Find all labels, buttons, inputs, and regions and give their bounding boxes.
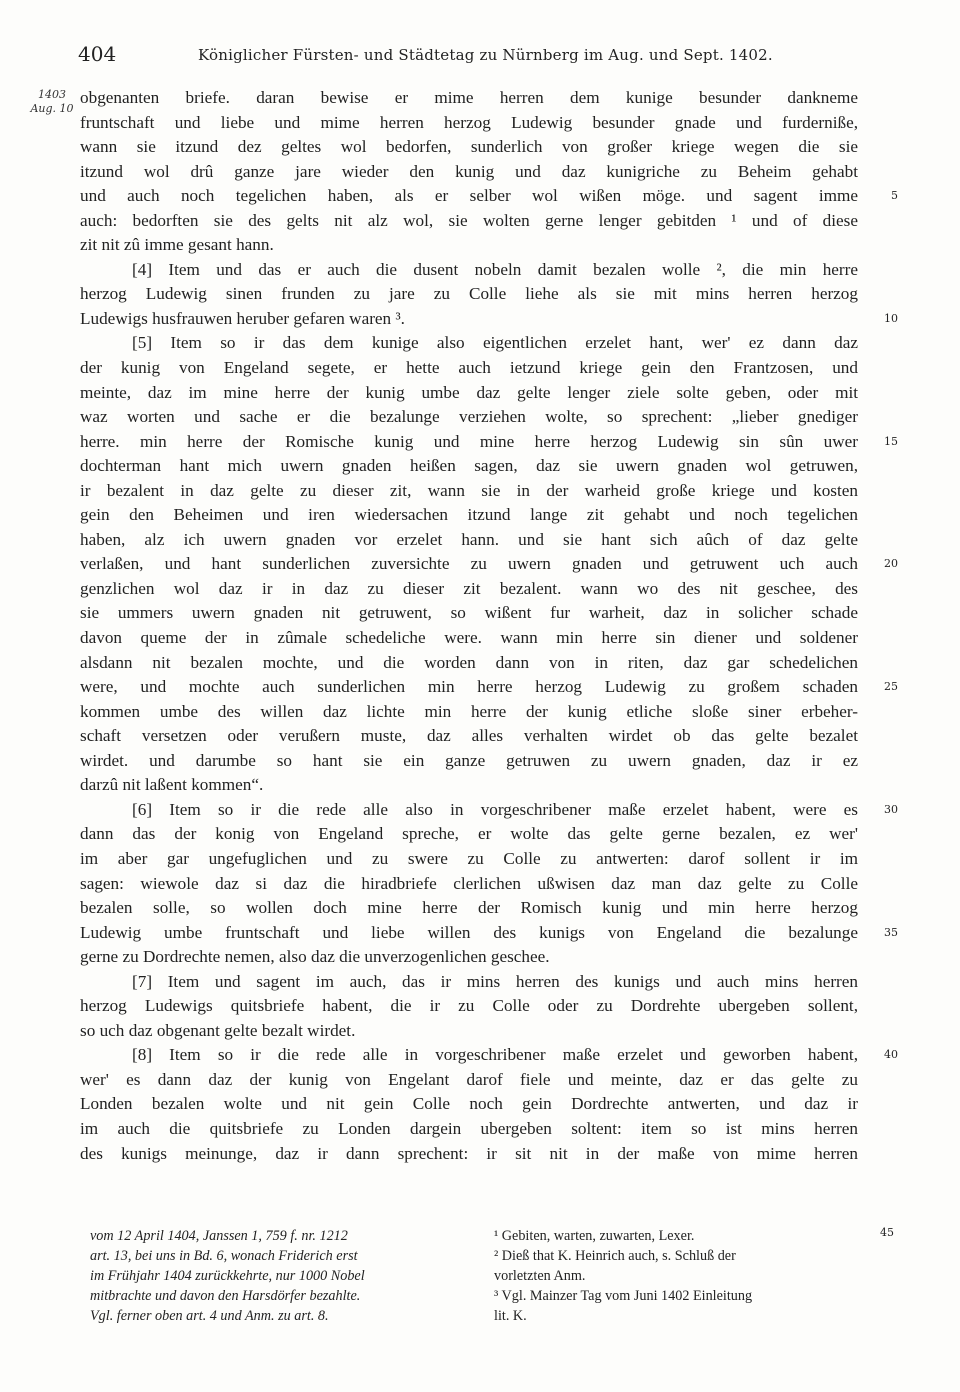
text-line: genzlichen wol daz ir in daz zu dieser zit bezalent. wann wo des nit geschee, des [80, 578, 858, 598]
text-line: dann das der konig von Engeland spreche, er wolte das gelte gerne bezalen, ez wer' [80, 824, 858, 844]
page-number: 404 [78, 42, 117, 66]
margin-date-month: Aug. 10 [30, 102, 74, 115]
text-line: davon queme der in zûmale schedeliche were. wann min herre sin diener und soldener [80, 628, 858, 648]
text-line: fruntschaft und liebe und mime herren herzog Ludewig besunder gnade und furderniße, [80, 112, 858, 132]
footnote-line: mitbrachte und davon den Harsdörfer bezahlte. [90, 1288, 361, 1304]
footnote-line: lit. K. [494, 1308, 527, 1324]
text-line: und auch noch tegelichen haben, als er selber wol wißen möge. und sagent imme [80, 186, 858, 206]
text-line: sagen: wiewole daz si daz die hiradbriefe clerlichen ußwisen daz man daz gelte zu Colle [80, 873, 858, 893]
footnote-line: art. 13, bei uns in Bd. 6, wonach Friderich erst [90, 1248, 358, 1264]
text-line: Ludewigs husfrauwen heruber gefaren waren ³. [80, 308, 405, 328]
margin-date-year: 1403 [38, 88, 66, 101]
text-line: schaft versetzen oder verußern muste, daz alles verhalten wirdet ob das gelte bezalet [80, 726, 858, 746]
text-line: herzog Ludewig sinen frunden zu jare zu Colle liehe als sie mit mins herren herzog [80, 284, 858, 304]
text-line: der kunig von Engeland segete, er hette auch ietzund kriege gein den Frantzosen, und [80, 358, 858, 378]
text-line: dochterman hant mich uwern gnaden heißen sagen, daz sie uwern gnaden wol getruwen, [80, 456, 858, 476]
text-line: [4] Item und das er auch die dusent nobeln damit bezalen wolle ², die min herre [132, 259, 858, 279]
text-line: herre. min herre der Romische kunig und mine herre herzog Ludewig sin sûn uwer [80, 431, 858, 451]
text-line: gerne zu Dordrechte nemen, also daz die unverzogenlichen geschee. [80, 947, 550, 967]
line-number: 20 [884, 557, 898, 571]
text-line: ir bezalent in daz gelte zu dieser zit, wann sie in der warheid große kriege und kosten [80, 480, 858, 500]
footnote-line: im Frühjahr 1404 zurückkehrte, nur 1000 Nobel [90, 1268, 365, 1284]
footnote-line: ² Dieß that K. Heinrich auch, s. Schluß der [494, 1248, 736, 1264]
line-number: 25 [884, 680, 898, 694]
footnote-line-number: 45 [880, 1226, 894, 1239]
text-line: itzund wol drû ganze jare wieder den kunig und daz kunigriche zu Beheim gehabt [80, 161, 858, 181]
text-line: herzog Ludewigs quitsbriefe habent, die ir zu Colle oder zu Dordrehte ubergeben sollent, [80, 996, 858, 1016]
text-line: im aber gar ungefuglichen und zu swere zu Colle zu antwerten: darof sollent ir im [80, 848, 858, 868]
text-line: waz worten und sache er die bezalunge verziehen wolte, so sprechent: „lieber gnediger [80, 407, 858, 427]
text-line: darzû nit laßent kommen“. [80, 775, 264, 795]
text-line: auch: bedorften sie des gelts nit alz wol, sie wolten gerne lenger gebitden ¹ und of diese [80, 210, 858, 230]
footnote-line: vom 12 April 1404, Janssen 1, 759 f. nr. 1212 [90, 1228, 348, 1244]
footnotes-right-column [494, 1226, 874, 1326]
line-number: 5 [891, 189, 898, 203]
text-line: wer' es dann daz der kunig von Engelant darof fiele und meinte, daz er das gelte zu [80, 1069, 858, 1089]
text-line: im auch die quitsbriefe zu Londen dargein ubergeben soltent: item so ist mins herren [80, 1118, 858, 1138]
line-number: 35 [884, 925, 898, 939]
text-line: verlaßen, und hant sunderlichen zuversichte zu uwern gnaden und getruwent uch auch [80, 554, 858, 574]
text-line: gein den Beheimen und iren wiedersachen itzund lange zit gehabt und noch tegelichen [80, 505, 858, 525]
text-line: meinte, daz im mine herre der kunig umbe daz gelte lenger ziele solte geben, oder mit [80, 382, 858, 402]
footnote-line: vorletzten Anm. [494, 1268, 586, 1284]
footnotes-left-column [90, 1226, 474, 1326]
text-line: kommen umbe des willen daz lichte min herre der kunig etliche sloße siner erbeher- [80, 701, 858, 721]
text-line: Londen bezalen wolte und nit gein Colle noch gein Dordrechte antwerten, und daz ir [80, 1094, 858, 1114]
text-line: [8] Item so ir die rede alle in vorgeschribener maße erzelet und geworben habent, [132, 1045, 858, 1065]
line-number: 15 [884, 434, 898, 448]
running-head: Königlicher Fürsten- und Städtetag zu Nürnberg im Aug. und Sept. 1402. [198, 46, 773, 64]
footnote-line: ¹ Gebiten, warten, zuwarten, Lexer. [494, 1228, 695, 1244]
text-line: [6] Item so ir die rede alle also in vorgeschribener maße erzelet habent, were es [132, 799, 858, 819]
text-line: [7] Item und sagent im auch, das ir mins herren des kunigs und auch mins herren [132, 971, 858, 991]
page-header [78, 42, 878, 72]
text-line: wann sie itzund dez geltes wol bedorfen, sunderlich von großer kriege wegen die sie [80, 137, 858, 157]
line-number: 40 [884, 1048, 898, 1062]
text-line: sie ummers uwern gnaden nit getruwent, so wißent fur warheit, daz in solicher schade [80, 603, 858, 623]
text-line: Ludewig umbe fruntschaft und liebe willen des kunigs von Engeland die bezalunge [80, 922, 858, 942]
text-line: des kunigs meinunge, daz ir dann sprechent: ir sit nit in der maße von mime herren [80, 1143, 858, 1163]
text-line: zit nit zû imme gesant hann. [80, 235, 274, 255]
text-line: wirdet. und darumbe so hant sie ein ganze getruwen zu uwern gnaden, daz ir ez [80, 750, 858, 770]
footnote-line: Vgl. ferner oben art. 4 und Anm. zu art. 8. [90, 1308, 329, 1324]
footnote-line: ³ Vgl. Mainzer Tag vom Juni 1402 Einleitung [494, 1288, 753, 1304]
text-line: [5] Item so ir das dem kunige also eigentlichen erzelet hant, wer' ez dann daz [132, 333, 858, 353]
margin-date [28, 88, 76, 116]
text-line: obgenanten briefe. daran bewise er mime herren dem kunige besunder dankneme [80, 88, 858, 107]
line-number: 10 [884, 311, 898, 325]
text-line: bezalen solle, so wollen doch mine herre der Romisch kunig und min herre herzog [80, 898, 858, 918]
line-number: 30 [884, 802, 898, 816]
text-line: haben, alz ich uwern gnaden vor erzelet hann. und sie hant sich aûch of daz gelte [80, 529, 858, 549]
text-line: were, und mochte auch sunderlichen min herre herzog Ludewig zu großem schaden [80, 677, 858, 697]
text-line: alsdann nit bezalen mochte, und die worden dann von in riten, daz gar schedelichen [80, 652, 858, 672]
text-line: so uch daz obgenant gelte bezalt wirdet. [80, 1020, 356, 1040]
main-text [80, 86, 858, 1166]
